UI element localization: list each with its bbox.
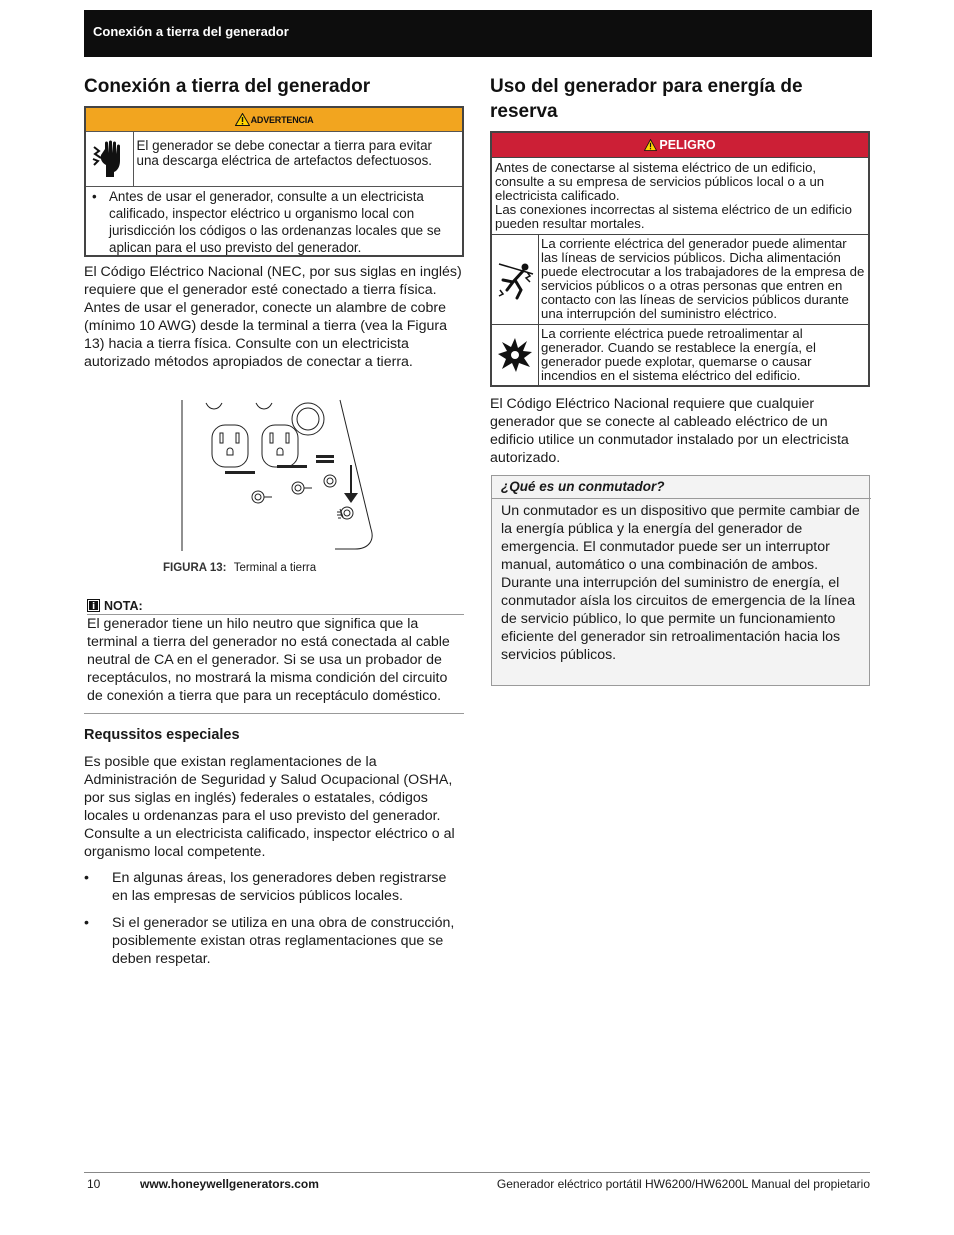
right-heading bbox=[490, 74, 870, 124]
page-number: 10 bbox=[87, 1177, 101, 1191]
bullet-dot: • bbox=[92, 189, 97, 204]
right-heading-line-2: reserva bbox=[490, 101, 558, 122]
danger-icon-cell bbox=[492, 325, 539, 385]
divider bbox=[84, 713, 464, 714]
footer-rule bbox=[84, 1172, 870, 1173]
sidebar-title: ¿Qué es un conmutador? bbox=[501, 479, 665, 494]
list-item bbox=[84, 914, 464, 968]
danger-header bbox=[492, 133, 868, 158]
bullet-dot: • bbox=[84, 915, 89, 931]
subheading: Requssitos especiales bbox=[84, 727, 240, 743]
figure-caption-text: Terminal a tierra bbox=[233, 562, 317, 574]
danger-icon-cell bbox=[492, 235, 539, 324]
info-icon bbox=[87, 599, 100, 612]
bullet-list bbox=[84, 869, 464, 968]
warning-box bbox=[84, 106, 464, 257]
note-label: NOTA: bbox=[104, 598, 143, 613]
warning-text: El generador se debe conectar a tierra para evitar una descarga eléctrica de artefactos defectuosos. bbox=[136, 138, 433, 168]
electrocution-icon bbox=[495, 260, 535, 300]
footer-website: www.honeywellgenerators.com bbox=[140, 1177, 319, 1191]
warning-bullet-text: Antes de usar el generador, consulte a un electricista calificado, inspector eléctrico u organismo local con jurisdicción los códigos o las ordenanzas locales que se aplican para el uso previsto del generador. bbox=[109, 189, 441, 255]
sidebar-divider bbox=[492, 498, 871, 499]
danger-intro-line-2: Las conexiones incorrectas al sistema eléctrico de un edificio pueden resultar mortales. bbox=[495, 202, 852, 231]
warning-triangle-icon bbox=[235, 113, 250, 126]
hand-shock-icon bbox=[92, 139, 126, 179]
warning-row bbox=[86, 132, 462, 187]
bullet-text: Si el generador se utiliza en una obra de construcción, posiblemente existan otras reglamentaciones que se deben respetar. bbox=[112, 915, 455, 967]
sidebar-text: Un conmutador es un dispositivo que permite cambiar de la energía pública y la energía del generador de emergencia. El conmutador puede ser un interruptor manual, automático o una combinación de ambos. Durante una interrupción del suministro de energía, el conmutador aísla los circuitos de emergencia de la línea de servicio público, lo que permite un funcionamiento eficiente del generador sin retroalimentación hacia los servicios públicos. bbox=[501, 503, 860, 663]
footer-manual-title: Generador eléctrico portátil HW6200/HW6200L Manual del propietario bbox=[496, 1177, 870, 1191]
left-heading: Conexión a tierra del generador bbox=[84, 76, 371, 97]
figure-caption bbox=[163, 562, 316, 574]
warning-label: ADVERTENCIA bbox=[250, 114, 314, 125]
danger-box bbox=[490, 131, 870, 387]
right-heading-line-1: Uso del generador para energía de bbox=[490, 76, 803, 97]
figure-label: FIGURA 13: bbox=[163, 562, 227, 574]
header-bar bbox=[84, 10, 872, 57]
danger-row-explosion bbox=[492, 325, 868, 385]
danger-row-1-text: La corriente eléctrica del generador puede alimentar las líneas de servicios públicos. Dicha alimentación puede electrocutar a los trabajadores de la empresa de servicios públicos o a otras personas que entren en contacto con las líneas de servicios públicos durante una interrupción del suministro eléctrico. bbox=[541, 236, 865, 321]
warning-icon-cell bbox=[86, 132, 134, 186]
danger-triangle-icon bbox=[644, 139, 657, 151]
bullet-text: En algunas áreas, los generadores deben registrarse en las empresas de servicios públicos locales. bbox=[112, 870, 447, 904]
warning-header bbox=[86, 108, 462, 132]
bullet-dot: • bbox=[84, 870, 89, 886]
danger-intro-line-1: Antes de conectarse al sistema eléctrico de un edificio, consulte a su empresa de servicios públicos local o a un electricista calificado. bbox=[495, 160, 825, 203]
warning-bullet bbox=[86, 187, 462, 256]
note-text: El generador tiene un hilo neutro que significa que la terminal a tierra del generador no está conectada al cable neutral de CA en el generador. Si se usa un probador de receptáculos, no mostrará la misma condición del circuito de conexión a tierra que para un receptáculo doméstico. bbox=[87, 616, 450, 704]
sidebar-box bbox=[491, 475, 870, 686]
danger-label: PELIGRO bbox=[659, 138, 716, 152]
left-paragraph-1: El Código Eléctrico Nacional (NEC, por sus siglas en inglés) requiere que el generador esté conectado a tierra física. Antes de usar el generador, conecte un alambre de cobre (mínimo 10 AWG) desde la terminal a tierra (vea la Figura 13) hacia a tierra física. Consulte con un electricista autorizado métodos apropiados de conectar a tierra. bbox=[84, 264, 462, 370]
list-item bbox=[84, 869, 464, 905]
danger-row-2-text: La corriente eléctrica puede retroalimentar al generador. Cuando se restablece la energía, el generador puede explotar, quemarse o causar incendios en el sistema eléctrico del edificio. bbox=[541, 326, 816, 383]
left-paragraph-2: Es posible que existan reglamentaciones de la Administración de Seguridad y Salud Ocupacional (OSHA, por sus siglas en inglés) federales o estatales, códigos locales u ordenanzas para el uso previsto del generador. Consulte a un electricista calificado, inspector eléctrico o al organismo local competente. bbox=[84, 754, 455, 860]
explosion-icon bbox=[497, 337, 533, 373]
note-header bbox=[87, 597, 464, 615]
figure-13-illustration bbox=[180, 399, 386, 553]
danger-row-electrocution bbox=[492, 235, 868, 325]
right-paragraph: El Código Eléctrico Nacional requiere que cualquier generador que se conecte al cableado eléctrico de un edificio utilice un conmutador instalado por un electricista autorizado. bbox=[490, 396, 849, 466]
header-title: Conexión a tierra del generador bbox=[93, 24, 289, 39]
danger-intro bbox=[492, 158, 868, 235]
